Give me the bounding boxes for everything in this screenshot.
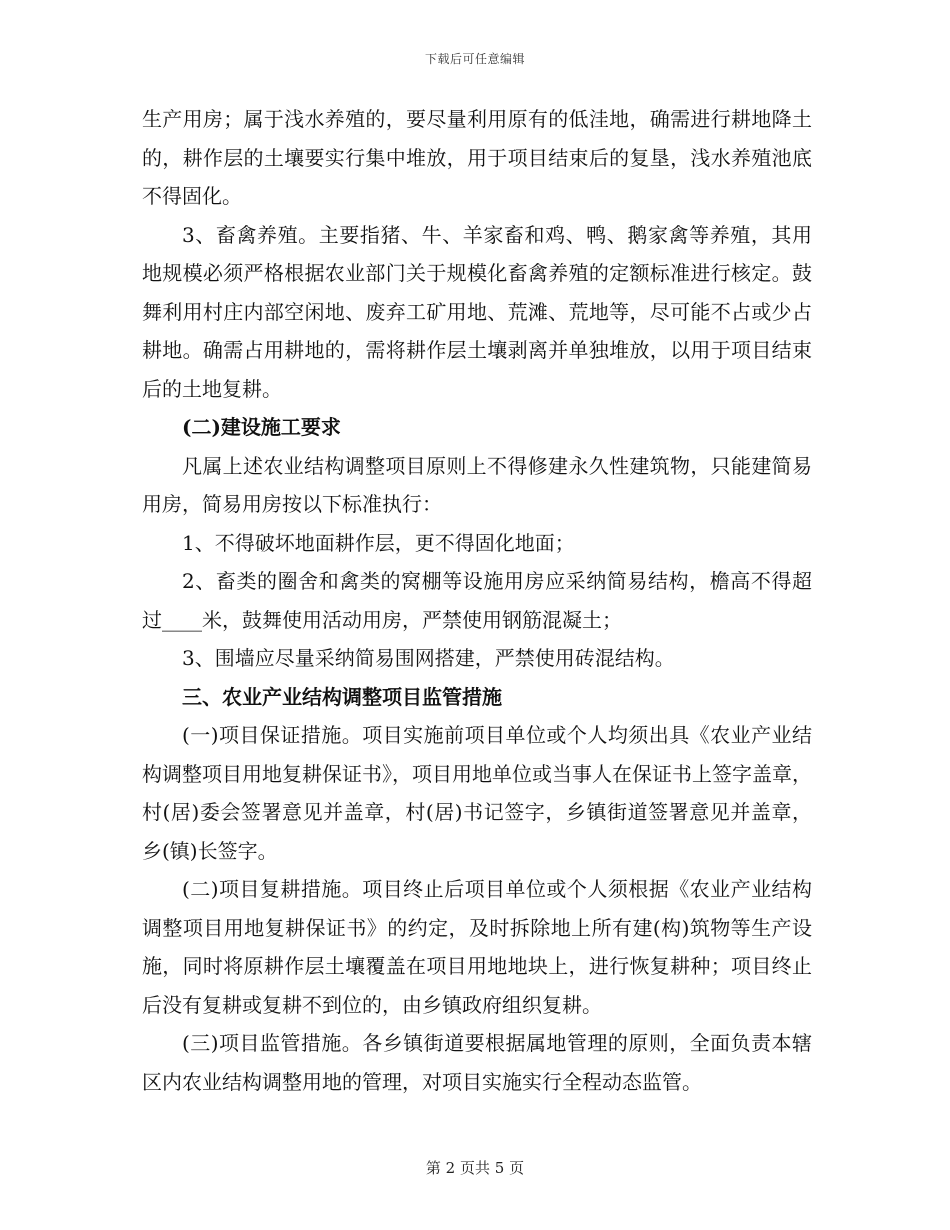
paragraph-livestock: 3、畜禽养殖。主要指猪、牛、羊家畜和鸡、鸭、鹅家禽等养殖，其用地规模必须严格根据农业部门关于规模化畜禽养殖的定额标准进行核定。鼓舞利用村庄内部空闲地、废弃工矿用地、荒滩、荒地等，尽可能不占或少占耕地。确需占用耕地的，需将耕作层土壤剥离并单独堆放，以用于项目结束后的土地复耕。 [142,222,812,401]
page-footer: 第 2 页共 5 页 [425,1159,525,1177]
paragraph-shallow-water-cont: 生产用房；属于浅水养殖的，要尽量利用原有的低洼地，确需进行耕地降土的，耕作层的土壤要实行集中堆放，用于项目结束后的复垦，浅水养殖池底不得固化。 [142,107,812,208]
paragraph-construction-intro: 凡属上述农业结构调整项目原则上不得修建永久性建筑物，只能建简易用房，简易用房按以下标准执行： [142,453,812,516]
section-heading-construction: (二)建设施工要求 [182,415,341,439]
list-item-3: 3、围墙应尽量采纳简易围网搭建，严禁使用砖混结构。 [182,646,675,670]
list-item-2: 2、畜类的圈舍和禽类的窝棚等设施用房应采纳简易结构，檐高不得超过____米，鼓舞使用活动用房，严禁使用钢筋混凝土； [142,569,812,632]
page-header: 下载后可任意编辑 [424,52,525,66]
paragraph-reclamation: (二)项目复耕措施。项目终止后项目单位或个人须根据《农业产业结构调整项目用地复耕保证书》的约定，及时拆除地上所有建(构)筑物等生产设施，同时将原耕作层土壤覆盖在项目用地地块上，进行恢复耕种；项目终止后没有复耕或复耕不到位的，由乡镇政府组织复耕。 [142,877,812,1017]
paragraph-guarantee: (一)项目保证措施。项目实施前项目单位或个人均须出具《农业产业结构调整项目用地复耕保证书》，项目用地单位或当事人在保证书上签字盖章，村(居)委会签署意见并盖章，村(居)书记签字，乡镇街道签署意见并盖章，乡(镇)长签字。 [142,723,812,863]
document-body [142,100,812,1101]
section-heading-supervision: 三、农业产业结构调整项目监管措施 [182,684,502,709]
list-item-1: 1、不得破坏地面耕作层，更不得固化地面； [182,530,575,555]
paragraph-monitoring: (三)项目监管措施。各乡镇街道要根据属地管理的原则，全面负责本辖区内农业结构调整用地的管理，对项目实施实行全程动态监管。 [142,1031,812,1094]
